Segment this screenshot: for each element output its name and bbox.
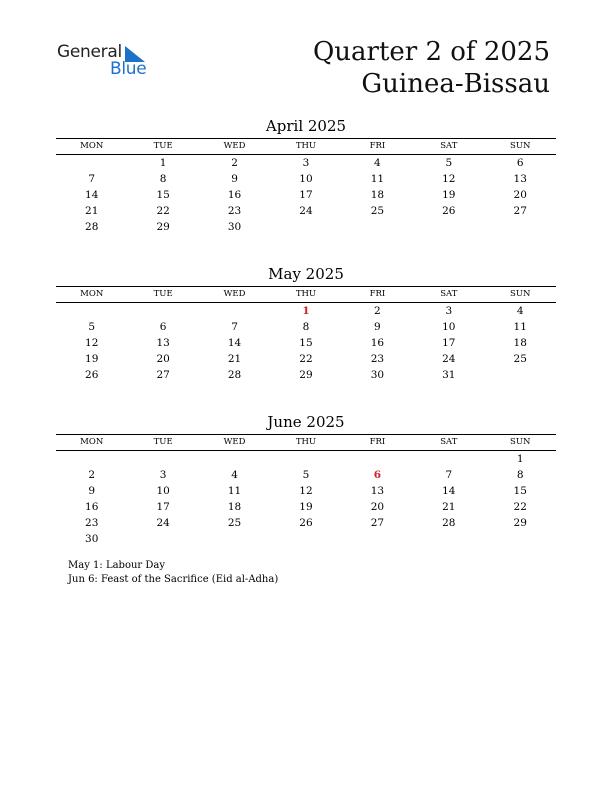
day-cell: 6 [516, 157, 524, 169]
day-cell: 16 [370, 337, 385, 349]
day-cell: 15 [513, 485, 527, 497]
day-cell: 18 [513, 337, 527, 349]
day-cell: 4 [516, 305, 524, 317]
empty-day-cell [485, 219, 556, 235]
day-cell: 17 [156, 501, 170, 513]
holiday-note: Jun 6: Feast of the Sacrifice (Eid al-Adha) [68, 574, 279, 585]
day-cell: 18 [227, 501, 242, 513]
day-cell: 19 [442, 189, 456, 201]
month-title: June 2025 [267, 413, 345, 431]
weekday-label: WED [223, 437, 246, 447]
weekday-label: TUE [153, 141, 173, 151]
weekday-label: FRI [369, 437, 386, 447]
empty-day-cell [56, 155, 127, 171]
day-cell: 19 [85, 353, 99, 365]
empty-day-cell [413, 531, 484, 547]
day-cell: 25 [513, 353, 527, 365]
empty-day-cell [413, 219, 484, 235]
day-cell: 17 [299, 189, 313, 201]
day-cell: 11 [513, 321, 527, 333]
weekday-label: SUN [510, 141, 531, 151]
empty-day-cell [413, 451, 484, 467]
month-title: May 2025 [268, 265, 344, 283]
weekday-label: TUE [153, 289, 173, 299]
holiday-day-cell: 1 [302, 305, 310, 317]
day-cell: 21 [442, 501, 456, 513]
weekday-header-row [56, 139, 556, 155]
day-cell: 21 [85, 205, 99, 217]
day-cell: 5 [88, 321, 96, 333]
title-country: Guinea-Bissau [361, 69, 550, 99]
title-quarter: Quarter 2 of 2025 [312, 37, 550, 67]
empty-day-cell [127, 531, 198, 547]
day-cell: 8 [159, 173, 167, 185]
week-row [56, 155, 556, 171]
empty-day-cell [270, 531, 341, 547]
day-cell: 1 [516, 453, 524, 465]
day-cell: 16 [227, 189, 242, 201]
week-row [56, 451, 556, 467]
weekday-label: SAT [440, 141, 458, 151]
empty-day-cell [56, 303, 127, 319]
empty-day-cell [127, 451, 198, 467]
day-cell: 7 [445, 469, 453, 481]
day-cell: 6 [159, 321, 167, 333]
day-cell: 8 [302, 321, 310, 333]
week-row [56, 483, 556, 499]
weekday-label: FRI [369, 141, 386, 151]
empty-day-cell [56, 451, 127, 467]
page-title [313, 36, 550, 100]
week-row [56, 351, 556, 367]
day-cell: 7 [231, 321, 238, 333]
week-row [56, 171, 556, 187]
day-cell: 20 [513, 189, 527, 201]
empty-day-cell [127, 303, 198, 319]
day-cell: 28 [85, 221, 99, 233]
empty-day-cell [342, 451, 413, 467]
month-calendar-may [56, 264, 556, 383]
weekday-label: THU [295, 141, 317, 151]
day-cell: 11 [227, 485, 242, 497]
day-cell: 22 [156, 205, 170, 217]
day-cell: 29 [299, 369, 313, 381]
day-cell: 26 [299, 517, 313, 529]
day-cell: 9 [88, 485, 96, 497]
day-cell: 14 [442, 485, 456, 497]
day-cell: 20 [156, 353, 170, 365]
weekday-label: THU [295, 289, 317, 299]
day-cell: 23 [227, 205, 242, 217]
weekday-label: WED [223, 141, 246, 151]
empty-day-cell [270, 451, 341, 467]
generalblue-logo [57, 42, 167, 82]
holiday-note: May 1: Labour Day [68, 560, 165, 571]
day-cell: 20 [370, 501, 385, 513]
day-cell: 27 [513, 205, 527, 217]
holiday-day-cell: 6 [373, 469, 382, 481]
day-cell: 23 [85, 517, 99, 529]
day-cell: 15 [299, 337, 313, 349]
day-cell: 31 [442, 369, 456, 381]
day-cell: 7 [88, 173, 96, 185]
day-cell: 30 [85, 533, 99, 545]
day-cell: 22 [299, 353, 313, 365]
weekday-header-row [56, 287, 556, 303]
day-cell: 4 [231, 469, 238, 481]
empty-day-cell [270, 219, 341, 235]
logo-word-general: General [57, 42, 122, 62]
day-cell: 19 [299, 501, 313, 513]
day-cell: 24 [156, 517, 170, 529]
day-cell: 28 [442, 517, 456, 529]
month-title: April 2025 [265, 117, 347, 135]
empty-day-cell [199, 303, 270, 319]
day-cell: 2 [88, 469, 96, 481]
day-cell: 12 [442, 173, 456, 185]
weekday-label: MON [80, 141, 104, 151]
week-row [56, 203, 556, 219]
day-cell: 14 [85, 189, 99, 201]
week-row [56, 219, 556, 235]
weekday-label: SUN [510, 437, 531, 447]
day-cell: 9 [374, 321, 381, 333]
weekday-label: SAT [440, 437, 458, 447]
month-calendar-june [56, 412, 556, 547]
day-cell: 2 [374, 305, 381, 317]
weekday-label: MON [80, 437, 104, 447]
day-cell: 11 [370, 173, 385, 185]
day-cell: 30 [370, 369, 385, 381]
day-cell: 15 [156, 189, 170, 201]
empty-day-cell [342, 219, 413, 235]
day-cell: 24 [299, 205, 313, 217]
weekday-label: MON [80, 289, 104, 299]
day-cell: 28 [227, 369, 242, 381]
day-cell: 23 [370, 353, 385, 365]
day-cell: 1 [159, 157, 167, 169]
day-cell: 12 [85, 337, 99, 349]
weekday-label: WED [223, 289, 246, 299]
day-cell: 3 [302, 157, 310, 169]
day-cell: 9 [231, 173, 238, 185]
day-cell: 21 [227, 353, 242, 365]
day-cell: 10 [156, 485, 170, 497]
day-cell: 26 [85, 369, 99, 381]
day-cell: 24 [442, 353, 456, 365]
day-cell: 29 [513, 517, 527, 529]
day-cell: 2 [231, 157, 238, 169]
day-cell: 27 [370, 517, 385, 529]
day-cell: 25 [227, 517, 242, 529]
empty-day-cell [485, 367, 556, 383]
day-cell: 3 [445, 305, 453, 317]
day-cell: 13 [370, 485, 385, 497]
day-cell: 8 [516, 469, 524, 481]
weekday-label: SAT [440, 289, 458, 299]
day-cell: 27 [156, 369, 170, 381]
week-row [56, 319, 556, 335]
day-cell: 13 [156, 337, 170, 349]
logo-word-blue: Blue [110, 59, 147, 79]
weekday-label: FRI [369, 289, 386, 299]
holiday-notes [68, 559, 278, 587]
day-cell: 10 [442, 321, 456, 333]
week-row [56, 515, 556, 531]
weekday-label: THU [295, 437, 317, 447]
day-cell: 30 [227, 221, 242, 233]
week-row [56, 367, 556, 383]
empty-day-cell [485, 531, 556, 547]
empty-day-cell [199, 531, 270, 547]
empty-day-cell [199, 451, 270, 467]
empty-day-cell [342, 531, 413, 547]
day-cell: 29 [156, 221, 170, 233]
day-cell: 25 [370, 205, 385, 217]
day-cell: 3 [159, 469, 167, 481]
day-cell: 10 [299, 173, 313, 185]
week-row [56, 531, 556, 547]
day-cell: 4 [374, 157, 381, 169]
day-cell: 13 [513, 173, 527, 185]
week-row [56, 187, 556, 203]
weekday-header-row [56, 435, 556, 451]
day-cell: 5 [302, 469, 310, 481]
week-row [56, 467, 556, 483]
day-cell: 14 [227, 337, 242, 349]
day-cell: 18 [370, 189, 385, 201]
day-cell: 16 [85, 501, 99, 513]
day-cell: 12 [299, 485, 313, 497]
weekday-label: TUE [153, 437, 173, 447]
day-cell: 26 [442, 205, 456, 217]
week-row [56, 303, 556, 319]
day-cell: 22 [513, 501, 527, 513]
week-row [56, 335, 556, 351]
day-cell: 5 [445, 157, 453, 169]
month-calendar-april [56, 116, 556, 235]
weekday-label: SUN [510, 289, 531, 299]
week-row [56, 499, 556, 515]
day-cell: 17 [442, 337, 456, 349]
